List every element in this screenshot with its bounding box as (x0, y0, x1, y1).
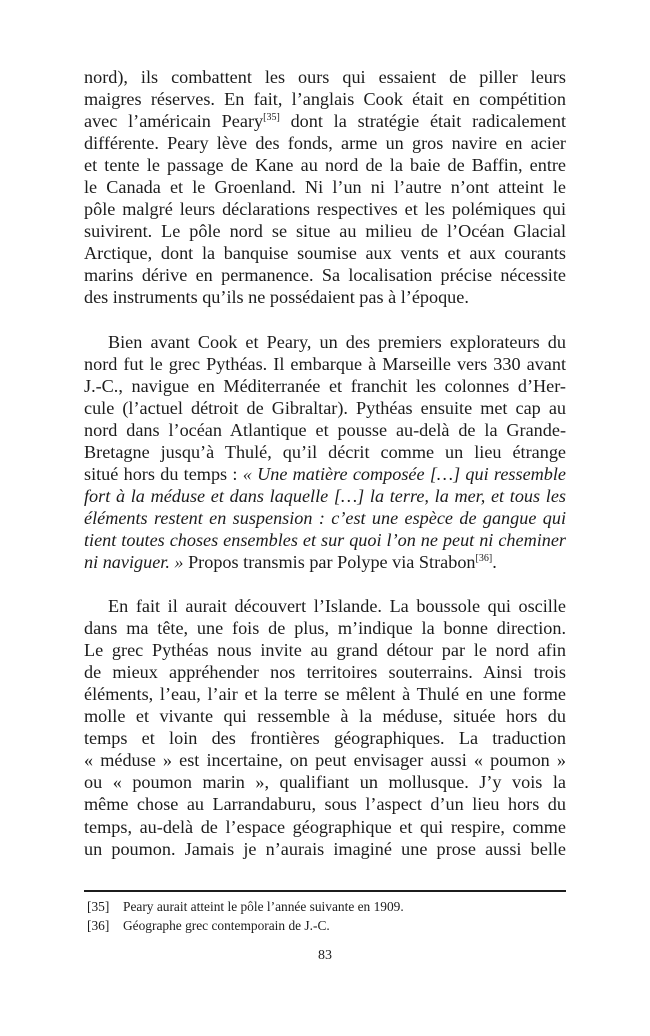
text-line: le Canada et le Groenland. Ni l’un ni l’autre n’ont atteint le (84, 177, 566, 198)
quote-text: éléments restent en suspension : c’est une espèce de gangue qui (84, 507, 566, 528)
text-line: même chose au Larrandaburu, sous l’aspect d’un lieu hors du (84, 794, 566, 815)
text-line: nord), ils combattent les ours qui essaient de piller leurs (84, 67, 566, 87)
text-line: cule (l’actuel détroit de Gibraltar). Pythéas ensuite met cap au (84, 397, 566, 418)
text-line (84, 507, 566, 529)
text-line: différente. Peary lève des fonds, arme un gros navire en acier (84, 133, 566, 154)
text-line: ou « poumon marin », qualifiant un mollusque. J’y vois la (84, 772, 566, 793)
text-line: maigres réserves. En fait, l’anglais Cook était en compétition (84, 89, 566, 110)
text-line: temps et loin des frontières géographiques. La traduction (84, 728, 566, 749)
paragraph-2 (84, 331, 566, 574)
text-line: Bien avant Cook et Peary, un des premiers explorateurs du (108, 331, 566, 352)
text-line (84, 485, 566, 507)
text-line (84, 463, 566, 485)
quote-text: fort à la méduse et dans laquelle […] la terre, la mer, et tous les (84, 485, 566, 506)
quote-text: tient toutes choses ensembles et sur quoi l’on ne peut ni cheminer (84, 529, 566, 550)
footnotes (87, 897, 567, 935)
quote-text: ni naviguer. » (84, 551, 184, 572)
quote-text: « Une matière composée […] qui ressemble (242, 463, 566, 484)
paragraph-gap (84, 573, 566, 595)
paragraph-gap (84, 309, 566, 331)
text-line: de mieux appréhender nos territoires souterrains. Ainsi trois (84, 662, 566, 683)
text-run: Propos transmis par Polype via Strabon (183, 551, 476, 572)
text-line (84, 110, 566, 132)
text-line: et tente le passage de Kane au nord de la baie de Baffin, entre (84, 155, 566, 176)
footnote-number: [35] (87, 899, 110, 914)
text-line: pôle malgré leurs déclarations respectives et les polémiques qui (84, 199, 566, 220)
text-line: En fait il aurait découvert l’Islande. La boussole qui oscille (108, 596, 566, 617)
page-number: 83 (318, 948, 332, 963)
text-run: avec l’américain Peary (84, 111, 264, 132)
text-run: dont la stratégie était radicalement (279, 111, 566, 132)
text-line: dans ma tête, une fois de plus, m’indique la bonne direction. (84, 618, 566, 639)
text-line: Bretagne jusqu’à Thulé, qu’il décrit comme un lieu étrange (84, 441, 566, 462)
text-line: suivirent. Le pôle nord se situe au milieu de l’Océan Glacial (84, 221, 566, 242)
text-line: temps, au-delà de l’espace géographique et qui respire, comme (84, 816, 566, 837)
text-line: marins dérive en permanence. Sa localisation précise nécessite (84, 265, 566, 286)
footnote-ref-36[interactable]: [36] (475, 552, 493, 564)
text-run: . (492, 551, 497, 572)
text-line: éléments, l’eau, l’air et la terre se mêlent à Thulé en une forme (84, 684, 566, 705)
footnote-ref-35[interactable]: [35] (263, 112, 280, 124)
text-line: Arctique, dont la banquise soumise aux vents et aux courants (84, 243, 566, 264)
footnote-text: Géographe grec contemporain de J.-C. (123, 918, 330, 933)
text-line: nord fut le grec Pythéas. Il embarque à Marseille vers 330 avant (84, 353, 566, 374)
footnote-text: Peary aurait atteint le pôle l’année suivante en 1909. (123, 899, 404, 914)
text-line: « méduse » est incertaine, on peut envisager aussi « poumon » (84, 750, 566, 771)
text-line (84, 529, 566, 551)
footnote-separator (84, 890, 566, 892)
text-line: molle et vivante qui ressemble à la méduse, située hors du (84, 706, 566, 727)
text-line: des instruments qu’ils ne possédaient pas à l’époque. (84, 287, 469, 308)
body-text (84, 66, 566, 860)
paragraph-1 (84, 66, 566, 309)
text-line: nord dans l’océan Atlantique et pousse au-delà de la Grande- (84, 419, 566, 440)
footnote-number: [36] (87, 918, 110, 933)
text-line: Le grec Pythéas nous invite au grand détour par le nord afin (84, 640, 566, 661)
text-line (84, 551, 566, 573)
paragraph-3 (84, 595, 566, 860)
footnote-35 (87, 897, 567, 916)
text-line: un poumon. Jamais je n’aurais imaginé une prose aussi belle (84, 838, 566, 859)
text-line: J.-C., navigue en Méditerranée et franchit les colonnes d’Her- (84, 375, 566, 396)
footnote-36 (87, 916, 567, 935)
text-run: situé hors du temps : (84, 463, 243, 484)
